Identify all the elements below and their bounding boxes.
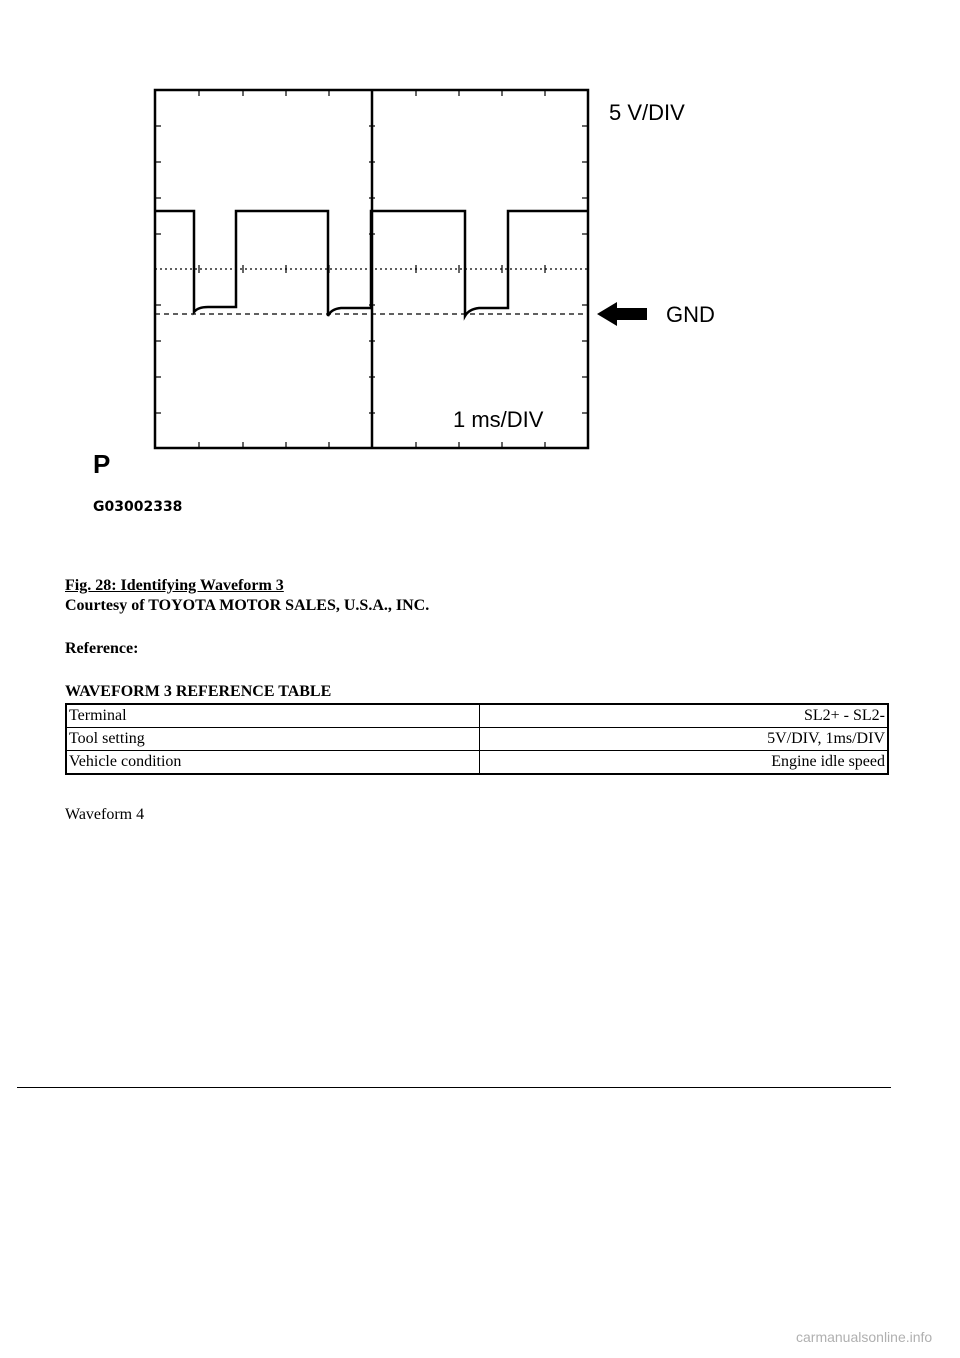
table-cell-label: Vehicle condition [66, 751, 480, 775]
table-cell-value: Engine idle speed [480, 751, 889, 775]
next-section-heading: Waveform 4 [65, 806, 145, 823]
table-row [66, 728, 888, 751]
volts-per-div-label: 5 V/DIV [609, 100, 685, 125]
figure-caption [65, 576, 429, 616]
table-cell-value: SL2+ - SL2- [480, 704, 889, 728]
time-per-div-label: 1 ms/DIV [453, 407, 544, 432]
gnd-label: GND [666, 302, 715, 327]
table-row [66, 704, 888, 728]
table-cell-label: Tool setting [66, 728, 480, 751]
table-cell-label: Terminal [66, 704, 480, 728]
figure-caption-title: Fig. 28: Identifying Waveform 3 [65, 577, 284, 594]
gnd-arrow-icon [597, 302, 647, 326]
waveform-trace [155, 211, 588, 316]
figure-id: G03002338 [93, 499, 183, 515]
table-row [66, 751, 888, 775]
waveform-reference-table [65, 703, 889, 775]
watermark: carmanualsonline.info [796, 1329, 933, 1345]
oscilloscope-diagram [0, 0, 960, 560]
table-title: WAVEFORM 3 REFERENCE TABLE [65, 683, 332, 700]
waveform-figure [0, 0, 960, 560]
figure-courtesy: Courtesy of TOYOTA MOTOR SALES, U.S.A., INC. [65, 597, 430, 614]
table-cell-value: 5V/DIV, 1ms/DIV [480, 728, 889, 751]
page-divider [17, 1087, 891, 1088]
reference-label: Reference: [65, 640, 139, 657]
figure-corner-letter: P [93, 449, 111, 479]
